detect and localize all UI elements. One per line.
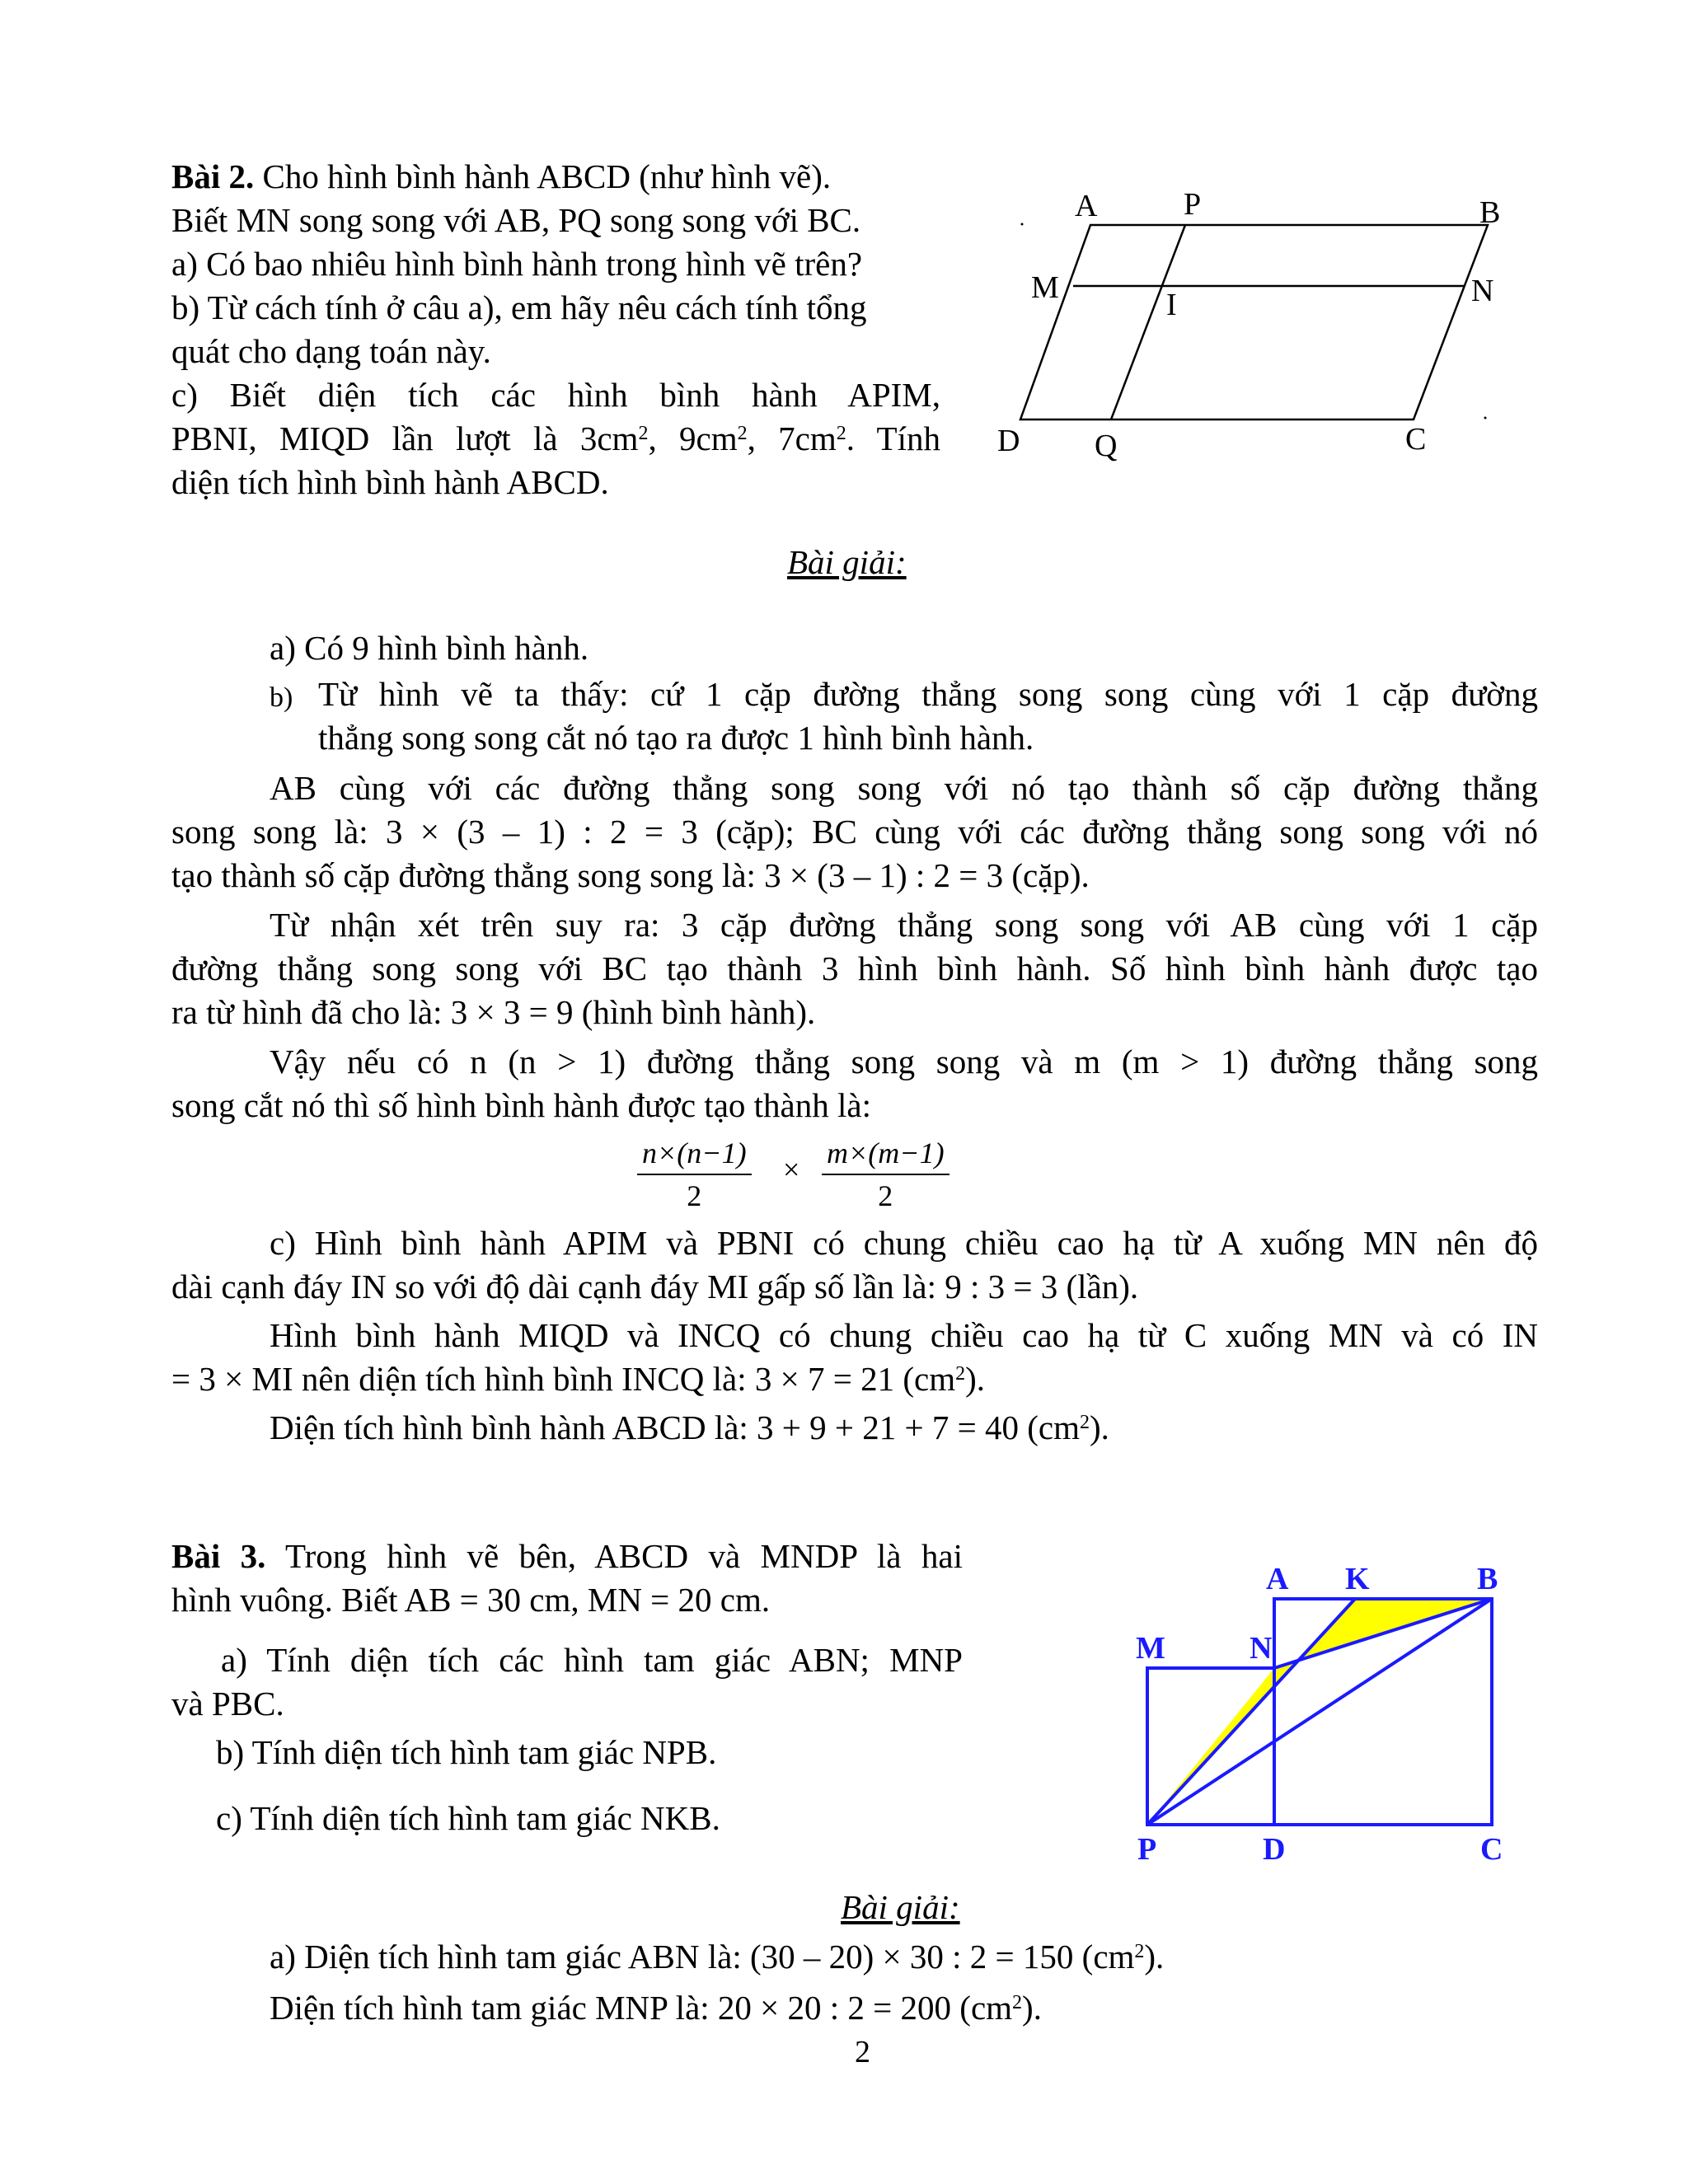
- text-fragment: , 9cm: [648, 419, 738, 457]
- bai2-paragraph-3: [171, 1040, 1538, 1127]
- bai2-answer-c-total: [270, 1406, 1109, 1450]
- text-line: đường thẳng song song với BC tạo thành 3 hình bình hành. Số hình bình hành được tạo: [171, 949, 1538, 987]
- text-fragment: , 7cm: [747, 419, 837, 457]
- bai2-solution-b-line1: Từ hình vẽ ta thấy: cứ 1 cặp đường thẳng song song cùng với 1 cặp đường: [318, 675, 1538, 713]
- text-fragment: = 3 × MI nên diện tích hình bình INCQ là: 3 × 7 = 21 (cm: [171, 1360, 956, 1398]
- bai2-line-1: [171, 155, 940, 199]
- fraction-denominator: 2: [687, 1179, 702, 1212]
- fraction-numerator: n×(n−1): [637, 1136, 752, 1175]
- label-m: M: [1031, 270, 1059, 305]
- bai2-answer-c: [171, 1221, 1538, 1309]
- parallelogram-abcd: [1020, 225, 1488, 419]
- label-a: A: [1266, 1562, 1289, 1596]
- bai2-paragraph-1: [171, 766, 1538, 898]
- bai2-question-c-3: diện tích hình bình hành ABCD.: [171, 463, 609, 501]
- bai2-solution-b-line2: thẳng song song cắt nó tạo ra được 1 hình bình hành.: [318, 719, 1034, 757]
- superscript: 2: [1134, 1941, 1145, 1962]
- text-fragment: . Tính: [846, 419, 940, 457]
- label-i: I: [1166, 288, 1177, 322]
- bai2-paragraph-2: [171, 903, 1538, 1034]
- label-c: C: [1405, 422, 1427, 457]
- label-n: N: [1471, 274, 1494, 308]
- text-fragment: PBNI, MIQD lần lượt là 3cm: [171, 419, 639, 457]
- label-q: Q: [1095, 429, 1118, 463]
- bai2-problem: [171, 155, 940, 504]
- label-d: D: [997, 424, 1020, 458]
- label-n: N: [1250, 1631, 1273, 1666]
- bai2-line-2: Biết MN song song với AB, PQ song song với BC.: [171, 201, 861, 239]
- bai2-solution-b: [318, 673, 1538, 760]
- bai2-question-a: a) Có bao nhiêu hình bình hành trong hình vẽ trên?: [171, 245, 863, 283]
- bai3-question-b: b) Tính diện tích hình tam giác NPB.: [216, 1733, 717, 1771]
- segment-pq: [1111, 225, 1185, 419]
- bai3-problem: [171, 1535, 963, 1622]
- label-d: D: [1263, 1832, 1286, 1863]
- text-line: c) Hình bình hành APIM và PBNI có chung chiều cao hạ từ A xuống MN nên độ: [270, 1224, 1538, 1262]
- label-b: B: [1477, 1562, 1498, 1596]
- label-c: C: [1480, 1832, 1503, 1863]
- bai2-question-c-1: c) Biết diện tích các hình bình hành APIM,: [171, 376, 940, 414]
- parallelogram-figure: [989, 181, 1517, 478]
- bai2-answer-c-2: [171, 1314, 1538, 1401]
- text-line: ra từ hình đã cho là: 3 × 3 = 9 (hình bình hành).: [171, 993, 816, 1031]
- text-line: dài cạnh đáy IN so với độ dài cạnh đáy MI gấp số lần là: 9 : 3 = 3 (lần).: [171, 1268, 1139, 1305]
- bai3-line-2: hình vuông. Biết AB = 30 cm, MN = 20 cm.: [171, 1581, 771, 1619]
- superscript: 2: [955, 1363, 966, 1385]
- segment-pb: [1147, 1599, 1492, 1825]
- bai2-question-b: b) Từ cách tính ở câu a), em hãy nêu cách tính tổng: [171, 288, 867, 326]
- text-fragment: ).: [1022, 1989, 1042, 2027]
- bai2-question-c-2: [171, 417, 940, 461]
- bai3-title: Bài 3.: [171, 1537, 266, 1575]
- stray-dot: [1021, 223, 1024, 226]
- bai2-solution-a: a) Có 9 hình bình hành.: [270, 629, 589, 667]
- text-fragment: ).: [1144, 1938, 1165, 1975]
- fraction-denominator: 2: [878, 1179, 893, 1212]
- bai3-solution-a2: [270, 1986, 1042, 2030]
- superscript: 2: [638, 423, 649, 444]
- bai3-question-c: c) Tính diện tích hình tam giác NKB.: [216, 1799, 720, 1837]
- bai3-intro-text: Trong hình vẽ bên, ABCD và MNDP là hai: [285, 1537, 963, 1575]
- text-fragment: Diện tích hình tam giác MNP là: 20 × 20 : 2 = 200 (cm: [270, 1989, 1013, 2027]
- text-fragment: ).: [965, 1360, 985, 1398]
- text-line: Từ nhận xét trên suy ra: 3 cặp đường thẳng song song với AB cùng với 1 cặp: [270, 906, 1538, 944]
- bai2-question-b-cont: quát cho dạng toán này.: [171, 332, 491, 370]
- label-a: A: [1075, 189, 1098, 223]
- text-fragment: a) Diện tích hình tam giác ABN là: (30 – 20) × 30 : 2 = 150 (cm: [270, 1938, 1135, 1975]
- label-p: P: [1184, 187, 1202, 222]
- formula-times: ×: [783, 1153, 800, 1186]
- fraction-numerator: m×(m−1): [822, 1136, 950, 1175]
- squares-figure: [1121, 1549, 1517, 1863]
- text-line: và PBC.: [171, 1685, 284, 1722]
- text-line: song song là: 3 × (3 – 1) : 2 = 3 (cặp); BC cùng với các đường thẳng song song với nó: [171, 813, 1538, 851]
- bai2-solution-heading: Bài giải:: [787, 543, 907, 581]
- superscript: 2: [836, 423, 846, 444]
- text-line: AB cùng với các đường thẳng song song với nó tạo thành số cặp đường thẳng: [270, 769, 1538, 807]
- bai3-question-a: [171, 1638, 963, 1726]
- label-k: K: [1345, 1562, 1370, 1596]
- bai2-intro-text: Cho hình bình hành ABCD (như hình vẽ).: [262, 157, 832, 195]
- bai2-solution-b-prefix: b): [270, 682, 293, 713]
- text-fragment: Diện tích hình bình hành ABCD là: 3 + 9 + 21 + 7 = 40 (cm: [270, 1408, 1081, 1446]
- label-p: P: [1137, 1832, 1157, 1863]
- text-line: [171, 1357, 1538, 1401]
- formula-fraction-n: [637, 1136, 752, 1213]
- bai3-solution-a1: [270, 1935, 1164, 1979]
- bai2-title: Bài 2.: [171, 157, 255, 195]
- superscript: 2: [1012, 1992, 1023, 2013]
- text-line: song cắt nó thì số hình bình hành được tạo thành là:: [171, 1086, 871, 1124]
- bai3-line-1: [171, 1535, 963, 1578]
- text-line: Vậy nếu có n (n > 1) đường thẳng song song và m (m > 1) đường thẳng song: [270, 1043, 1538, 1080]
- page-number: 2: [855, 2035, 870, 2069]
- superscript: 2: [1080, 1412, 1090, 1433]
- text-fragment: ).: [1090, 1408, 1109, 1446]
- label-b: B: [1479, 195, 1501, 230]
- bai3-solution-heading: Bài giải:: [841, 1888, 960, 1926]
- superscript: 2: [737, 423, 748, 444]
- text-line: Hình bình hành MIQD và INCQ có chung chiều cao hạ từ C xuống MN và có IN: [270, 1316, 1538, 1354]
- text-line: a) Tính diện tích các hình tam giác ABN; MNP: [221, 1641, 963, 1679]
- text-line: tạo thành số cặp đường thẳng song song là: 3 × (3 – 1) : 2 = 3 (cặp).: [171, 856, 1090, 894]
- formula-fraction-m: [822, 1136, 950, 1213]
- label-m: M: [1136, 1631, 1165, 1666]
- stray-dot: [1484, 417, 1487, 419]
